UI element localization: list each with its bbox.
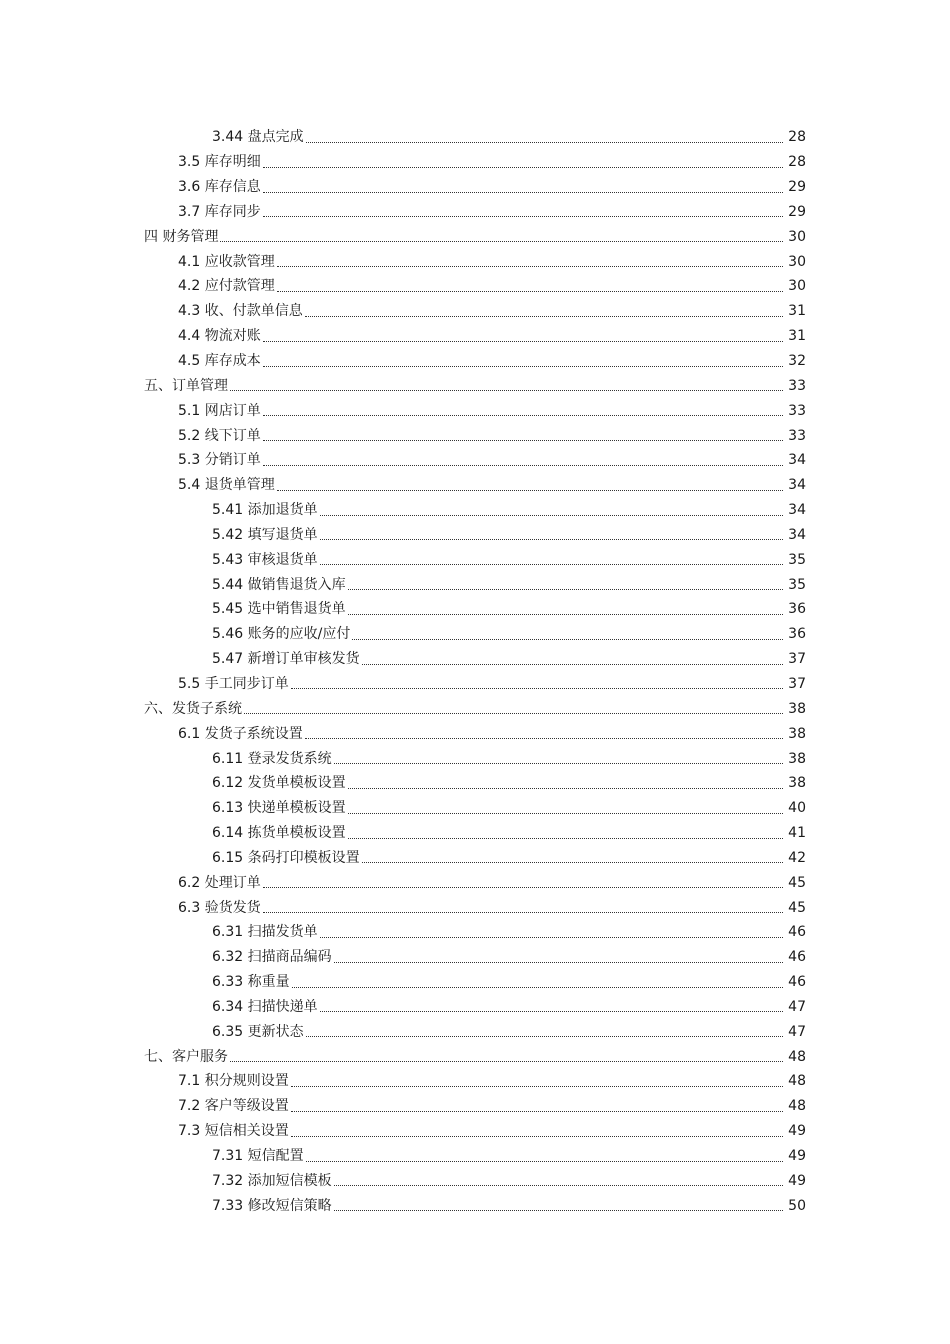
toc-entry[interactable]: [0, 398, 950, 423]
toc-entry-title: 7.32 添加短信模板: [212, 1172, 332, 1189]
dot-leader: [244, 695, 783, 714]
toc-entry-page-number: 38: [788, 700, 806, 717]
toc-entry-title: 6.31 扫描发货单: [212, 924, 318, 941]
toc-entry-page-number: 34: [788, 526, 806, 543]
toc-entry[interactable]: [0, 696, 950, 721]
toc-entry[interactable]: [0, 448, 950, 473]
dot-leader: [348, 571, 783, 590]
dot-leader: [263, 323, 783, 342]
toc-entry-page-number: 30: [788, 228, 806, 245]
toc-entry[interactable]: [0, 1069, 950, 1094]
dot-leader: [320, 497, 783, 516]
toc-entry-title: 4.1 应收款管理: [178, 253, 275, 270]
toc-entry-title: 6.1 发货子系统设置: [178, 725, 303, 742]
toc-entry[interactable]: [0, 274, 950, 299]
toc-entry-title: 5.46 账务的应收/应付: [212, 626, 351, 643]
toc-entry-title: 3.6 库存信息: [178, 179, 261, 196]
dot-leader: [362, 844, 783, 863]
dot-leader: [306, 124, 783, 143]
toc-entry-title: 4.2 应付款管理: [178, 278, 275, 295]
toc-entry-title: 6.12 发货单模板设置: [212, 775, 346, 792]
dot-leader: [348, 770, 783, 789]
toc-entry-title: 6.14 拣货单模板设置: [212, 825, 346, 842]
toc-entry-title: 5.5 手工同步订单: [178, 675, 289, 692]
table-of-contents: [0, 125, 950, 1218]
toc-entry[interactable]: [0, 970, 950, 995]
toc-entry-page-number: 40: [788, 800, 806, 817]
toc-entry-title: 5.41 添加退货单: [212, 502, 318, 519]
toc-entry[interactable]: [0, 299, 950, 324]
toc-entry-title: 5.1 网店订单: [178, 402, 261, 419]
dot-leader: [320, 919, 783, 938]
dot-leader: [292, 969, 783, 988]
toc-entry-page-number: 32: [788, 353, 806, 370]
toc-entry-page-number: 49: [788, 1123, 806, 1140]
toc-entry[interactable]: [0, 771, 950, 796]
toc-entry-page-number: 28: [788, 129, 806, 146]
dot-leader: [362, 646, 783, 665]
dot-leader: [263, 348, 783, 367]
toc-entry-title: 5.45 选中销售退货单: [212, 601, 346, 618]
toc-entry-page-number: 30: [788, 253, 806, 270]
toc-entry[interactable]: [0, 746, 950, 771]
dot-leader: [348, 596, 783, 615]
toc-entry[interactable]: [0, 125, 950, 150]
toc-entry-page-number: 37: [788, 675, 806, 692]
toc-entry-page-number: 41: [788, 825, 806, 842]
toc-entry-page-number: 34: [788, 452, 806, 469]
toc-entry-title: 四 财务管理: [144, 228, 219, 245]
toc-entry-title: 5.44 做销售退货入库: [212, 576, 346, 593]
toc-entry-title: 6.35 更新状态: [212, 1023, 304, 1040]
toc-entry[interactable]: [0, 175, 950, 200]
toc-entry[interactable]: [0, 473, 950, 498]
toc-entry-page-number: 31: [788, 328, 806, 345]
dot-leader: [263, 198, 783, 217]
toc-entry-title: 6.15 条码打印模板设置: [212, 849, 360, 866]
dot-leader: [263, 447, 783, 466]
toc-entry-page-number: 46: [788, 974, 806, 991]
toc-entry[interactable]: [0, 672, 950, 697]
toc-entry-title: 5.2 线下订单: [178, 427, 261, 444]
toc-entry-page-number: 33: [788, 427, 806, 444]
toc-entry-title: 7.33 修改短信策略: [212, 1197, 332, 1214]
dot-leader: [305, 298, 783, 317]
toc-entry-title: 5.4 退货单管理: [178, 477, 275, 494]
toc-entry[interactable]: [0, 150, 950, 175]
toc-entry-page-number: 46: [788, 924, 806, 941]
toc-entry[interactable]: [0, 945, 950, 970]
dot-leader: [263, 149, 783, 168]
toc-entry-page-number: 31: [788, 303, 806, 320]
dot-leader: [230, 372, 783, 391]
toc-entry-page-number: 47: [788, 998, 806, 1015]
toc-entry-page-number: 34: [788, 502, 806, 519]
toc-entry[interactable]: [0, 572, 950, 597]
dot-leader: [291, 1118, 783, 1137]
dot-leader: [263, 894, 783, 913]
toc-entry[interactable]: [0, 721, 950, 746]
toc-entry-title: 七、客户服务: [144, 1048, 228, 1065]
toc-entry-page-number: 49: [788, 1148, 806, 1165]
toc-entry-title: 5.47 新增订单审核发货: [212, 651, 360, 668]
dot-leader: [263, 869, 783, 888]
toc-entry[interactable]: [0, 1094, 950, 1119]
dot-leader: [352, 621, 783, 640]
dot-leader: [263, 397, 783, 416]
toc-entry[interactable]: [0, 200, 950, 225]
toc-entry-page-number: 42: [788, 849, 806, 866]
toc-entry-title: 7.2 客户等级设置: [178, 1098, 289, 1115]
dot-leader: [291, 1068, 783, 1087]
toc-entry-page-number: 48: [788, 1073, 806, 1090]
toc-entry-page-number: 30: [788, 278, 806, 295]
toc-entry[interactable]: [0, 622, 950, 647]
toc-entry-page-number: 50: [788, 1197, 806, 1214]
dot-leader: [277, 472, 783, 491]
toc-entry-page-number: 29: [788, 179, 806, 196]
toc-entry[interactable]: [0, 324, 950, 349]
toc-entry-page-number: 49: [788, 1172, 806, 1189]
toc-entry-title: 6.32 扫描商品编码: [212, 949, 332, 966]
toc-entry-title: 6.3 验货发货: [178, 899, 261, 916]
dot-leader: [320, 993, 783, 1012]
dot-leader: [263, 174, 783, 193]
toc-entry[interactable]: [0, 845, 950, 870]
toc-entry-page-number: 35: [788, 551, 806, 568]
toc-entry[interactable]: [0, 821, 950, 846]
toc-entry-title: 3.5 库存明细: [178, 154, 261, 171]
toc-entry-page-number: 47: [788, 1023, 806, 1040]
dot-leader: [277, 248, 783, 267]
dot-leader: [348, 820, 783, 839]
toc-entry-title: 五、订单管理: [144, 377, 228, 394]
toc-entry-page-number: 45: [788, 899, 806, 916]
toc-entry[interactable]: [0, 597, 950, 622]
toc-entry-page-number: 46: [788, 949, 806, 966]
dot-leader: [320, 521, 783, 540]
toc-entry-title: 4.4 物流对账: [178, 328, 261, 345]
toc-entry-title: 6.34 扫描快递单: [212, 998, 318, 1015]
toc-entry-title: 6.11 登录发货系统: [212, 750, 332, 767]
toc-entry-title: 5.3 分销订单: [178, 452, 261, 469]
toc-entry-title: 6.13 快递单模板设置: [212, 800, 346, 817]
dot-leader: [220, 223, 783, 242]
toc-entry-page-number: 35: [788, 576, 806, 593]
toc-entry-page-number: 38: [788, 750, 806, 767]
toc-entry-title: 5.42 填写退货单: [212, 526, 318, 543]
toc-entry[interactable]: [0, 895, 950, 920]
dot-leader: [291, 670, 783, 689]
dot-leader: [348, 795, 783, 814]
toc-entry-title: 4.5 库存成本: [178, 353, 261, 370]
toc-entry[interactable]: [0, 647, 950, 672]
toc-entry[interactable]: [0, 995, 950, 1020]
toc-entry[interactable]: [0, 920, 950, 945]
toc-entry-title: 7.1 积分规则设置: [178, 1073, 289, 1090]
toc-entry-title: 7.3 短信相关设置: [178, 1123, 289, 1140]
toc-entry-page-number: 33: [788, 402, 806, 419]
toc-entry[interactable]: [0, 349, 950, 374]
dot-leader: [334, 1192, 783, 1211]
toc-entry-title: 3.44 盘点完成: [212, 129, 304, 146]
toc-entry[interactable]: [0, 1119, 950, 1144]
toc-entry[interactable]: [0, 1168, 950, 1193]
toc-entry-title: 6.2 处理订单: [178, 874, 261, 891]
toc-entry-page-number: 36: [788, 626, 806, 643]
toc-entry-page-number: 38: [788, 775, 806, 792]
dot-leader: [320, 546, 783, 565]
toc-entry-title: 6.33 称重量: [212, 974, 290, 991]
dot-leader: [334, 1167, 783, 1186]
dot-leader: [334, 944, 783, 963]
toc-entry-title: 5.43 审核退货单: [212, 551, 318, 568]
toc-entry-title: 六、发货子系统: [144, 700, 242, 717]
toc-entry-page-number: 28: [788, 154, 806, 171]
dot-leader: [306, 1143, 783, 1162]
toc-entry-title: 4.3 收、付款单信息: [178, 303, 303, 320]
toc-entry[interactable]: [0, 1144, 950, 1169]
dot-leader: [291, 1093, 783, 1112]
toc-entry[interactable]: [0, 523, 950, 548]
toc-entry[interactable]: [0, 224, 950, 249]
toc-entry-page-number: 29: [788, 203, 806, 220]
toc-entry[interactable]: [0, 870, 950, 895]
toc-entry[interactable]: [0, 249, 950, 274]
toc-entry[interactable]: [0, 1193, 950, 1218]
toc-entry[interactable]: [0, 1044, 950, 1069]
toc-entry[interactable]: [0, 498, 950, 523]
toc-entry[interactable]: [0, 547, 950, 572]
toc-entry-page-number: 34: [788, 477, 806, 494]
toc-entry[interactable]: [0, 796, 950, 821]
toc-entry[interactable]: [0, 423, 950, 448]
toc-entry[interactable]: [0, 373, 950, 398]
dot-leader: [263, 422, 783, 441]
toc-entry-page-number: 45: [788, 874, 806, 891]
toc-entry-title: 7.31 短信配置: [212, 1148, 304, 1165]
toc-entry-page-number: 36: [788, 601, 806, 618]
dot-leader: [334, 745, 783, 764]
toc-entry-page-number: 38: [788, 725, 806, 742]
toc-entry-page-number: 48: [788, 1048, 806, 1065]
dot-leader: [277, 273, 783, 292]
toc-entry-page-number: 37: [788, 651, 806, 668]
toc-entry-page-number: 33: [788, 377, 806, 394]
toc-entry[interactable]: [0, 1019, 950, 1044]
dot-leader: [230, 1043, 783, 1062]
dot-leader: [306, 1018, 783, 1037]
toc-entry-title: 3.7 库存同步: [178, 203, 261, 220]
dot-leader: [305, 720, 783, 739]
toc-entry-page-number: 48: [788, 1098, 806, 1115]
